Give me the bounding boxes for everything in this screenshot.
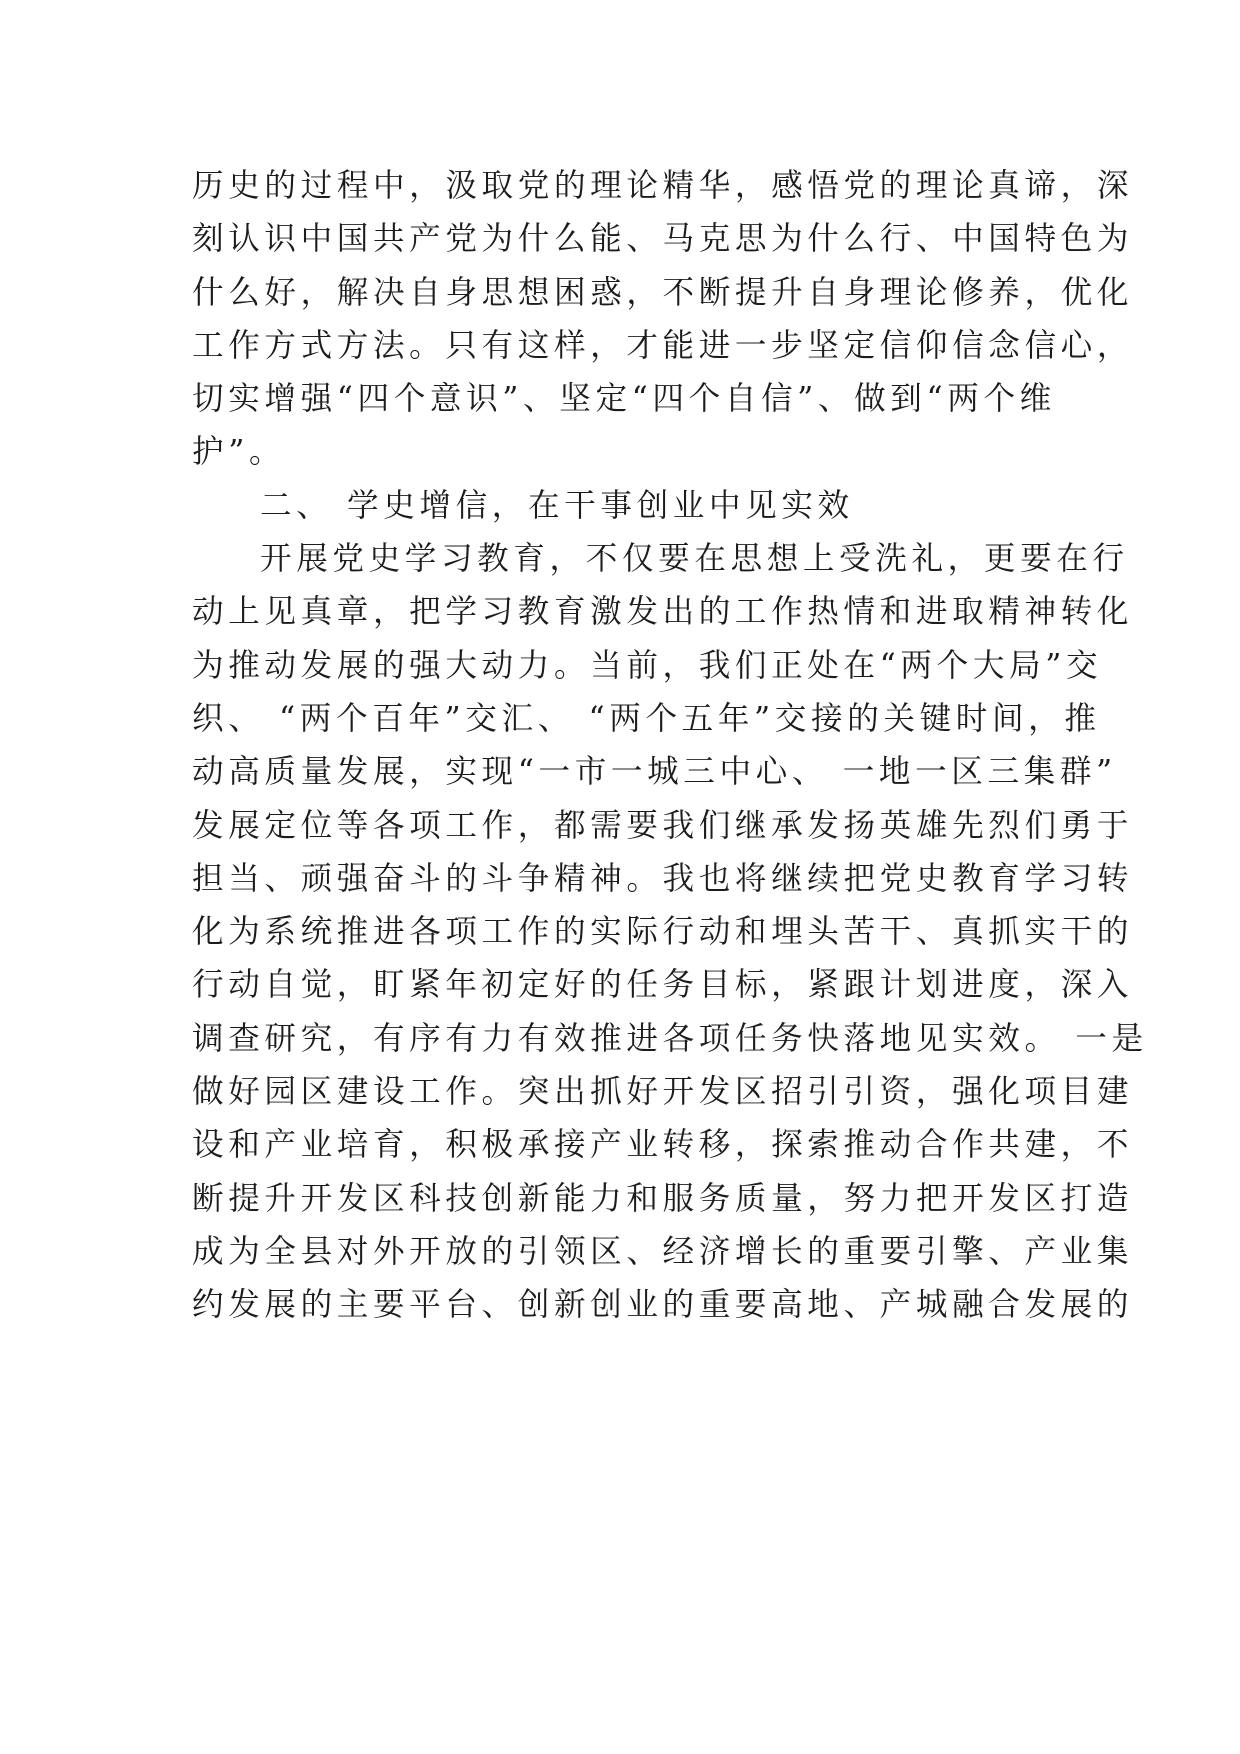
- body-line: 行动自觉，盯紧年初定好的任务目标，紧跟计划进度，深入: [192, 967, 1134, 1004]
- body-line: 为推动发展的强大动力。当前，我们正处在“两个大局”交: [192, 647, 1103, 684]
- body-line: 护”。: [192, 434, 286, 471]
- section-heading: 二、 学史增信，在干事创业中见实效: [260, 487, 854, 524]
- body-line: 什么好，解决自身思想困惑，不断提升自身理论修养，优化: [192, 274, 1134, 311]
- body-line: 调查研究，有序有力有效推进各项任务快落地见实效。 一是: [192, 1020, 1148, 1057]
- body-line: 担当、顽强奋斗的斗争精神。我也将继续把党史教育学习转: [192, 860, 1134, 897]
- body-line: 设和产业培育，积极承接产业转移，探索推动合作共建，不: [192, 1127, 1134, 1164]
- body-line: 织、 “两个百年”交汇、 “两个五年”交接的关键时间，推: [192, 700, 1101, 737]
- body-line: 切实增强“四个意识”、坚定“四个自信”、做到“两个维: [192, 381, 1056, 418]
- body-line: 做好园区建设工作。突出抓好开发区招引引资，强化项目建: [192, 1074, 1134, 1111]
- body-line: 成为全县对外开放的引领区、经济增长的重要引擎、产业集: [192, 1233, 1134, 1270]
- document-body: [192, 160, 1148, 1333]
- paragraph-first-line: 开展党史学习教育，不仅要在思想上受洗礼，更要在行: [260, 541, 1129, 578]
- body-line: 工作方式方法。只有这样，才能进一步坚定信仰信念信心，: [192, 327, 1134, 364]
- body-line: 断提升开发区科技创新能力和服务质量，努力把开发区打造: [192, 1180, 1134, 1217]
- body-line: 刻认识中国共产党为什么能、马克思为什么行、中国特色为: [192, 221, 1134, 258]
- body-line: 化为系统推进各项工作的实际行动和埋头苦干、真抓实干的: [192, 914, 1134, 951]
- body-line: 动高质量发展，实现“一市一城三中心、 一地一区三集群”: [192, 754, 1117, 791]
- body-line: 约发展的主要平台、创新创业的重要高地、产城融合发展的: [192, 1287, 1134, 1324]
- body-line: 动上见真章，把学习教育激发出的工作热情和进取精神转化: [192, 594, 1134, 631]
- body-line: 历史的过程中，汲取党的理论精华，感悟党的理论真谛，深: [192, 168, 1134, 204]
- body-line: 发展定位等各项工作，都需要我们继承发扬英雄先烈们勇于: [192, 807, 1134, 844]
